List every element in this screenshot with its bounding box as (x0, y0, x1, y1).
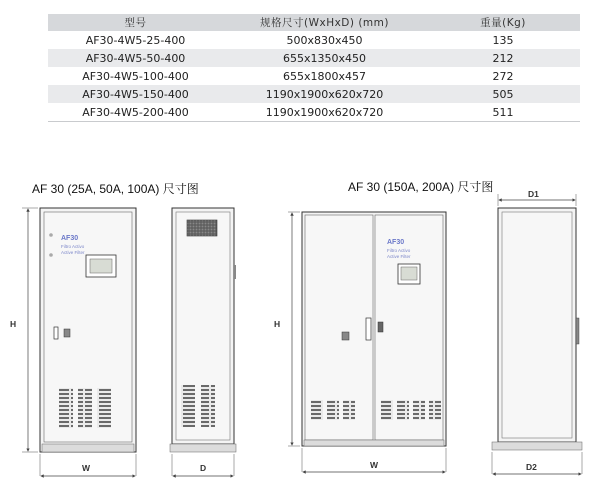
cell-model: AF30-4W5-100-400 (82, 69, 189, 83)
vent-louver-icon (311, 400, 323, 420)
height-label: H (10, 319, 17, 329)
cell-dimensions: 500x830x450 (286, 33, 363, 47)
cell-weight: 212 (426, 49, 580, 67)
left-diagram-title: AF 30 (25A, 50A, 100A) 尺寸图 (32, 182, 199, 196)
height-label: H (274, 319, 281, 329)
indicator-icon (49, 253, 53, 257)
vent-louver-icon (413, 400, 425, 420)
width-label: W (370, 460, 379, 470)
panel-subtitle-1: Filtro Activo (61, 244, 85, 249)
vent-louver-icon (78, 388, 92, 428)
cabinet-small-front (40, 208, 136, 452)
vent-louver-icon (97, 388, 111, 428)
cell-model: AF30-4W5-200-400 (82, 105, 189, 119)
cell-weight: 272 (492, 69, 514, 83)
cabinet-large-side (492, 208, 582, 450)
header-model: 型号 (48, 14, 223, 31)
indicator-icon (49, 233, 53, 237)
lock-icon (342, 332, 349, 340)
header-weight: 重量(Kg) (426, 14, 580, 31)
cabinet-large-front (302, 212, 446, 446)
depth1-label: D1 (528, 189, 539, 199)
vent-louver-icon (381, 400, 393, 420)
cell-weight: 505 (426, 85, 580, 103)
cell-model: AF30-4W5-50-400 (48, 49, 223, 67)
cell-model: AF30-4W5-25-400 (85, 33, 186, 47)
cell-model: AF30-4W5-150-400 (48, 85, 223, 103)
vent-louver-icon (59, 388, 73, 428)
panel-subtitle-2: Active Filter (61, 250, 85, 255)
width-label: W (82, 463, 91, 473)
vent-louver-icon (181, 385, 195, 427)
door-latch-icon (378, 322, 383, 332)
top-grille-icon (187, 220, 217, 236)
cell-weight: 511 (492, 105, 514, 119)
cabinet-small-side (170, 208, 236, 452)
panel-subtitle-2: Active Filter (387, 254, 411, 259)
cell-dimensions: 655x1350x450 (223, 49, 426, 67)
dimension-lines-small-side (172, 454, 234, 476)
panel-brand: AF30 (61, 235, 79, 242)
lock-icon (64, 329, 70, 337)
right-diagram-title: AF 30 (150A, 200A) 尺寸图 (348, 180, 494, 194)
vent-louver-icon (201, 385, 215, 427)
header-dimensions: 规格尺寸(WxHxD) (mm) (223, 14, 426, 31)
cell-dimensions: 655x1800x457 (282, 69, 366, 83)
panel-brand: AF30 (387, 239, 405, 246)
cell-dimensions: 1190x1900x620x720 (265, 105, 384, 119)
vent-louver-icon (397, 400, 409, 420)
depth-label: D (200, 463, 207, 473)
door-handle-icon (54, 327, 58, 339)
vent-louver-icon (343, 400, 355, 420)
depth2-label: D2 (526, 462, 537, 472)
cell-weight: 135 (492, 33, 514, 47)
cell-dimensions: 1190x1900x620x720 (223, 85, 426, 103)
panel-subtitle-1: Filtro Activo (387, 248, 411, 253)
vent-louver-icon (327, 400, 339, 420)
door-handle-icon (366, 318, 371, 340)
vent-louver-icon (429, 400, 441, 420)
